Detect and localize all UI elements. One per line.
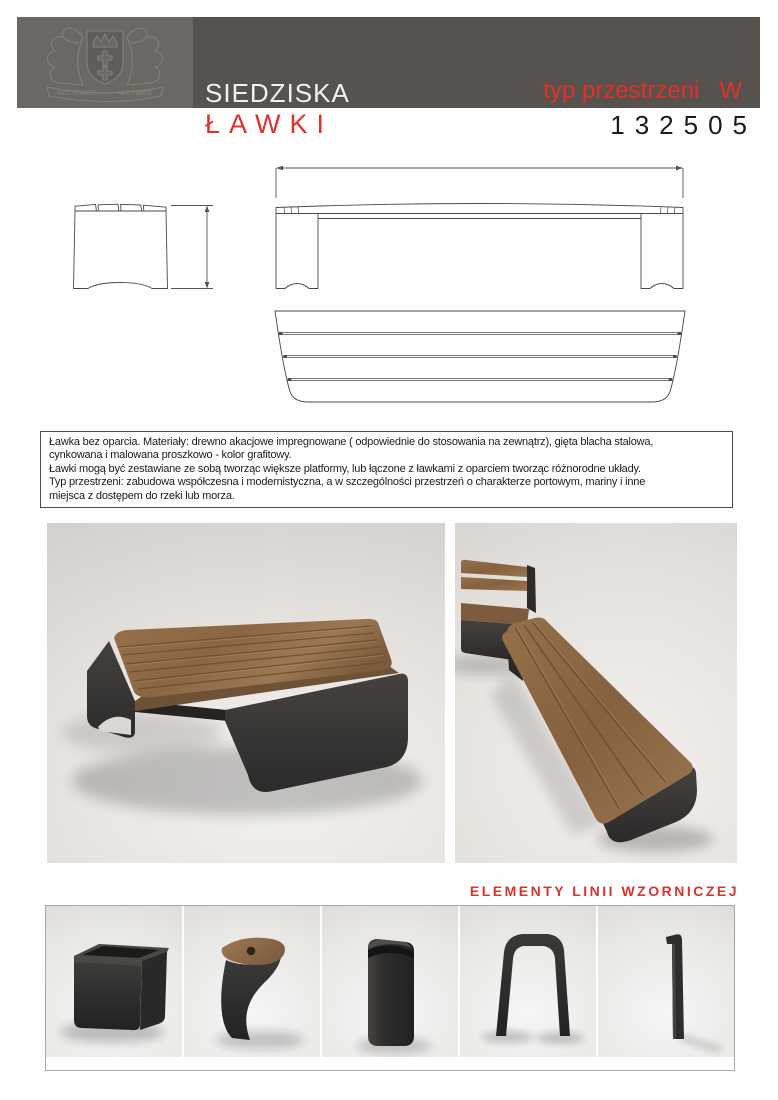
height-dimension: [171, 206, 213, 289]
planter-cube-icon: [46, 906, 182, 1057]
gallery-item-stool: [184, 906, 320, 1057]
bench-combination-image: [455, 523, 737, 863]
description-line: Ławki mogą być zestawiane ze sobą tworząc większe platformy, lub łączone z ławkami z oparciem tworząc różnorodne układy.: [49, 462, 641, 475]
front-view-drawing: [276, 204, 683, 289]
litter-bin-icon: [322, 906, 458, 1057]
page-title: SIEDZISKA: [205, 78, 350, 108]
space-type-label: typ przestrzeni: [543, 77, 700, 104]
space-type-value: W: [719, 77, 742, 104]
gallery-heading: ELEMENTY LINII WZORNICZEJ: [469, 883, 739, 899]
stool-icon: [184, 906, 320, 1057]
description-box: [40, 431, 733, 508]
product-code: 132505: [610, 110, 757, 140]
product-line-strip: [45, 905, 735, 1071]
subcategory-title: ŁAWKI: [205, 109, 334, 139]
render-platform-bench: [47, 523, 445, 863]
gallery-item-planter: [46, 906, 182, 1057]
length-dimension: [276, 166, 683, 198]
space-type: [543, 79, 742, 103]
gallery-item-bike-rack: [460, 906, 596, 1057]
crest-panel: [17, 17, 193, 108]
crest-motto-left: NEC TEMERE: [57, 91, 97, 97]
description-line: Typ przestrzeni: zabudowa współczesna i modernistyczna, a w szczególności przestrzeń o charakterze portowym, mariny i inne: [49, 476, 646, 489]
platform-bench-image: [47, 523, 445, 863]
gallery-item-litter-bin: [322, 906, 458, 1057]
bike-rack-icon: [460, 906, 596, 1057]
top-view-drawing: [275, 311, 685, 402]
crest-motto-right: NEC TIMIDE: [117, 91, 153, 97]
side-view-drawing: [74, 204, 168, 288]
render-bench-combination: [455, 523, 737, 863]
gallery-item-bollard: [598, 906, 734, 1057]
description-line: Ławka bez oparcia. Materiały: drewno akacjowe impregnowane ( odpowiednie do stosowania na zewnątrz), gięta blacha stalowa,: [49, 436, 654, 448]
gdansk-crest-icon: [17, 17, 193, 108]
technical-drawings: [40, 160, 740, 425]
description-line: cynkowana i malowana proszkowo - kolor grafitowy.: [49, 449, 292, 462]
description-line: miejsca z dostępem do rzeki lub morza.: [49, 489, 235, 502]
bollard-icon: [598, 906, 734, 1057]
